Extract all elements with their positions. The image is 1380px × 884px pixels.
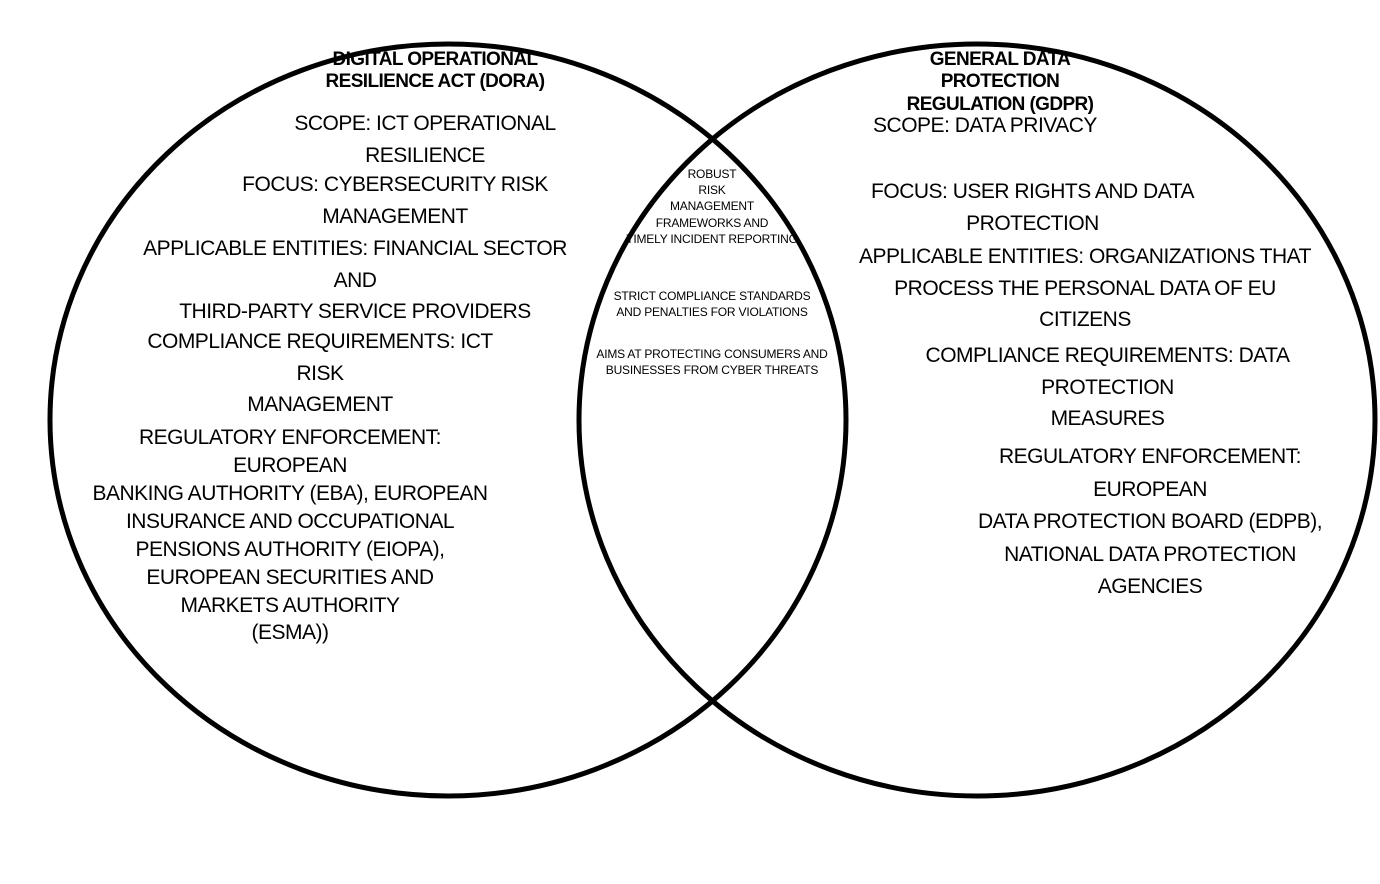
overlap-consumer-protection: AIMS AT PROTECTING CONSUMERS AND BUSINESSES FROM CYBER THREATS — [596, 347, 828, 378]
gdpr-compliance-requirements: COMPLIANCE REQUIREMENTS: DATA PROTECTION MEASURES — [925, 344, 1290, 430]
overlap-compliance-penalties: STRICT COMPLIANCE STANDARDS AND PENALTIES FOR VIOLATIONS — [613, 289, 811, 320]
gdpr-title: GENERAL DATA PROTECTION REGULATION (GDPR) — [906, 49, 1094, 115]
dora-applicable-entities: APPLICABLE ENTITIES: FINANCIAL SECTOR AND THIRD-PARTY SERVICE PROVIDERS — [143, 237, 567, 323]
dora-focus: FOCUS: CYBERSECURITY RISK MANAGEMENT — [242, 173, 548, 228]
dora-regulatory-enforcement: REGULATORY ENFORCEMENT: EUROPEAN BANKING AUTHORITY (EBA), EUROPEAN INSURANCE AND OCCUPATIONAL PENSIONS AUTHORITY (EIOPA), EUROPEAN SECURITIES AND MARKETS AUTHORITY (ESMA)) — [92, 426, 488, 645]
gdpr-scope: SCOPE: DATA PRIVACY — [873, 114, 1097, 137]
gdpr-focus: FOCUS: USER RIGHTS AND DATA PROTECTION — [871, 180, 1194, 235]
gdpr-regulatory-enforcement: REGULATORY ENFORCEMENT: EUROPEAN DATA PROTECTION BOARD (EDPB), NATIONAL DATA PROTECTION AGENCIES — [977, 445, 1323, 599]
dora-title: DIGITAL OPERATIONAL RESILIENCE ACT (DORA) — [325, 49, 545, 93]
dora-scope: SCOPE: ICT OPERATIONAL RESILIENCE — [294, 112, 556, 167]
dora-compliance-requirements: COMPLIANCE REQUIREMENTS: ICT RISK MANAGEMENT — [147, 330, 493, 416]
overlap-risk-management: ROBUST RISK MANAGEMENT FRAMEWORKS AND TIMELY INCIDENT REPORTING — [626, 167, 798, 246]
gdpr-applicable-entities: APPLICABLE ENTITIES: ORGANIZATIONS THAT PROCESS THE PERSONAL DATA OF EU CITIZENS — [859, 245, 1311, 331]
